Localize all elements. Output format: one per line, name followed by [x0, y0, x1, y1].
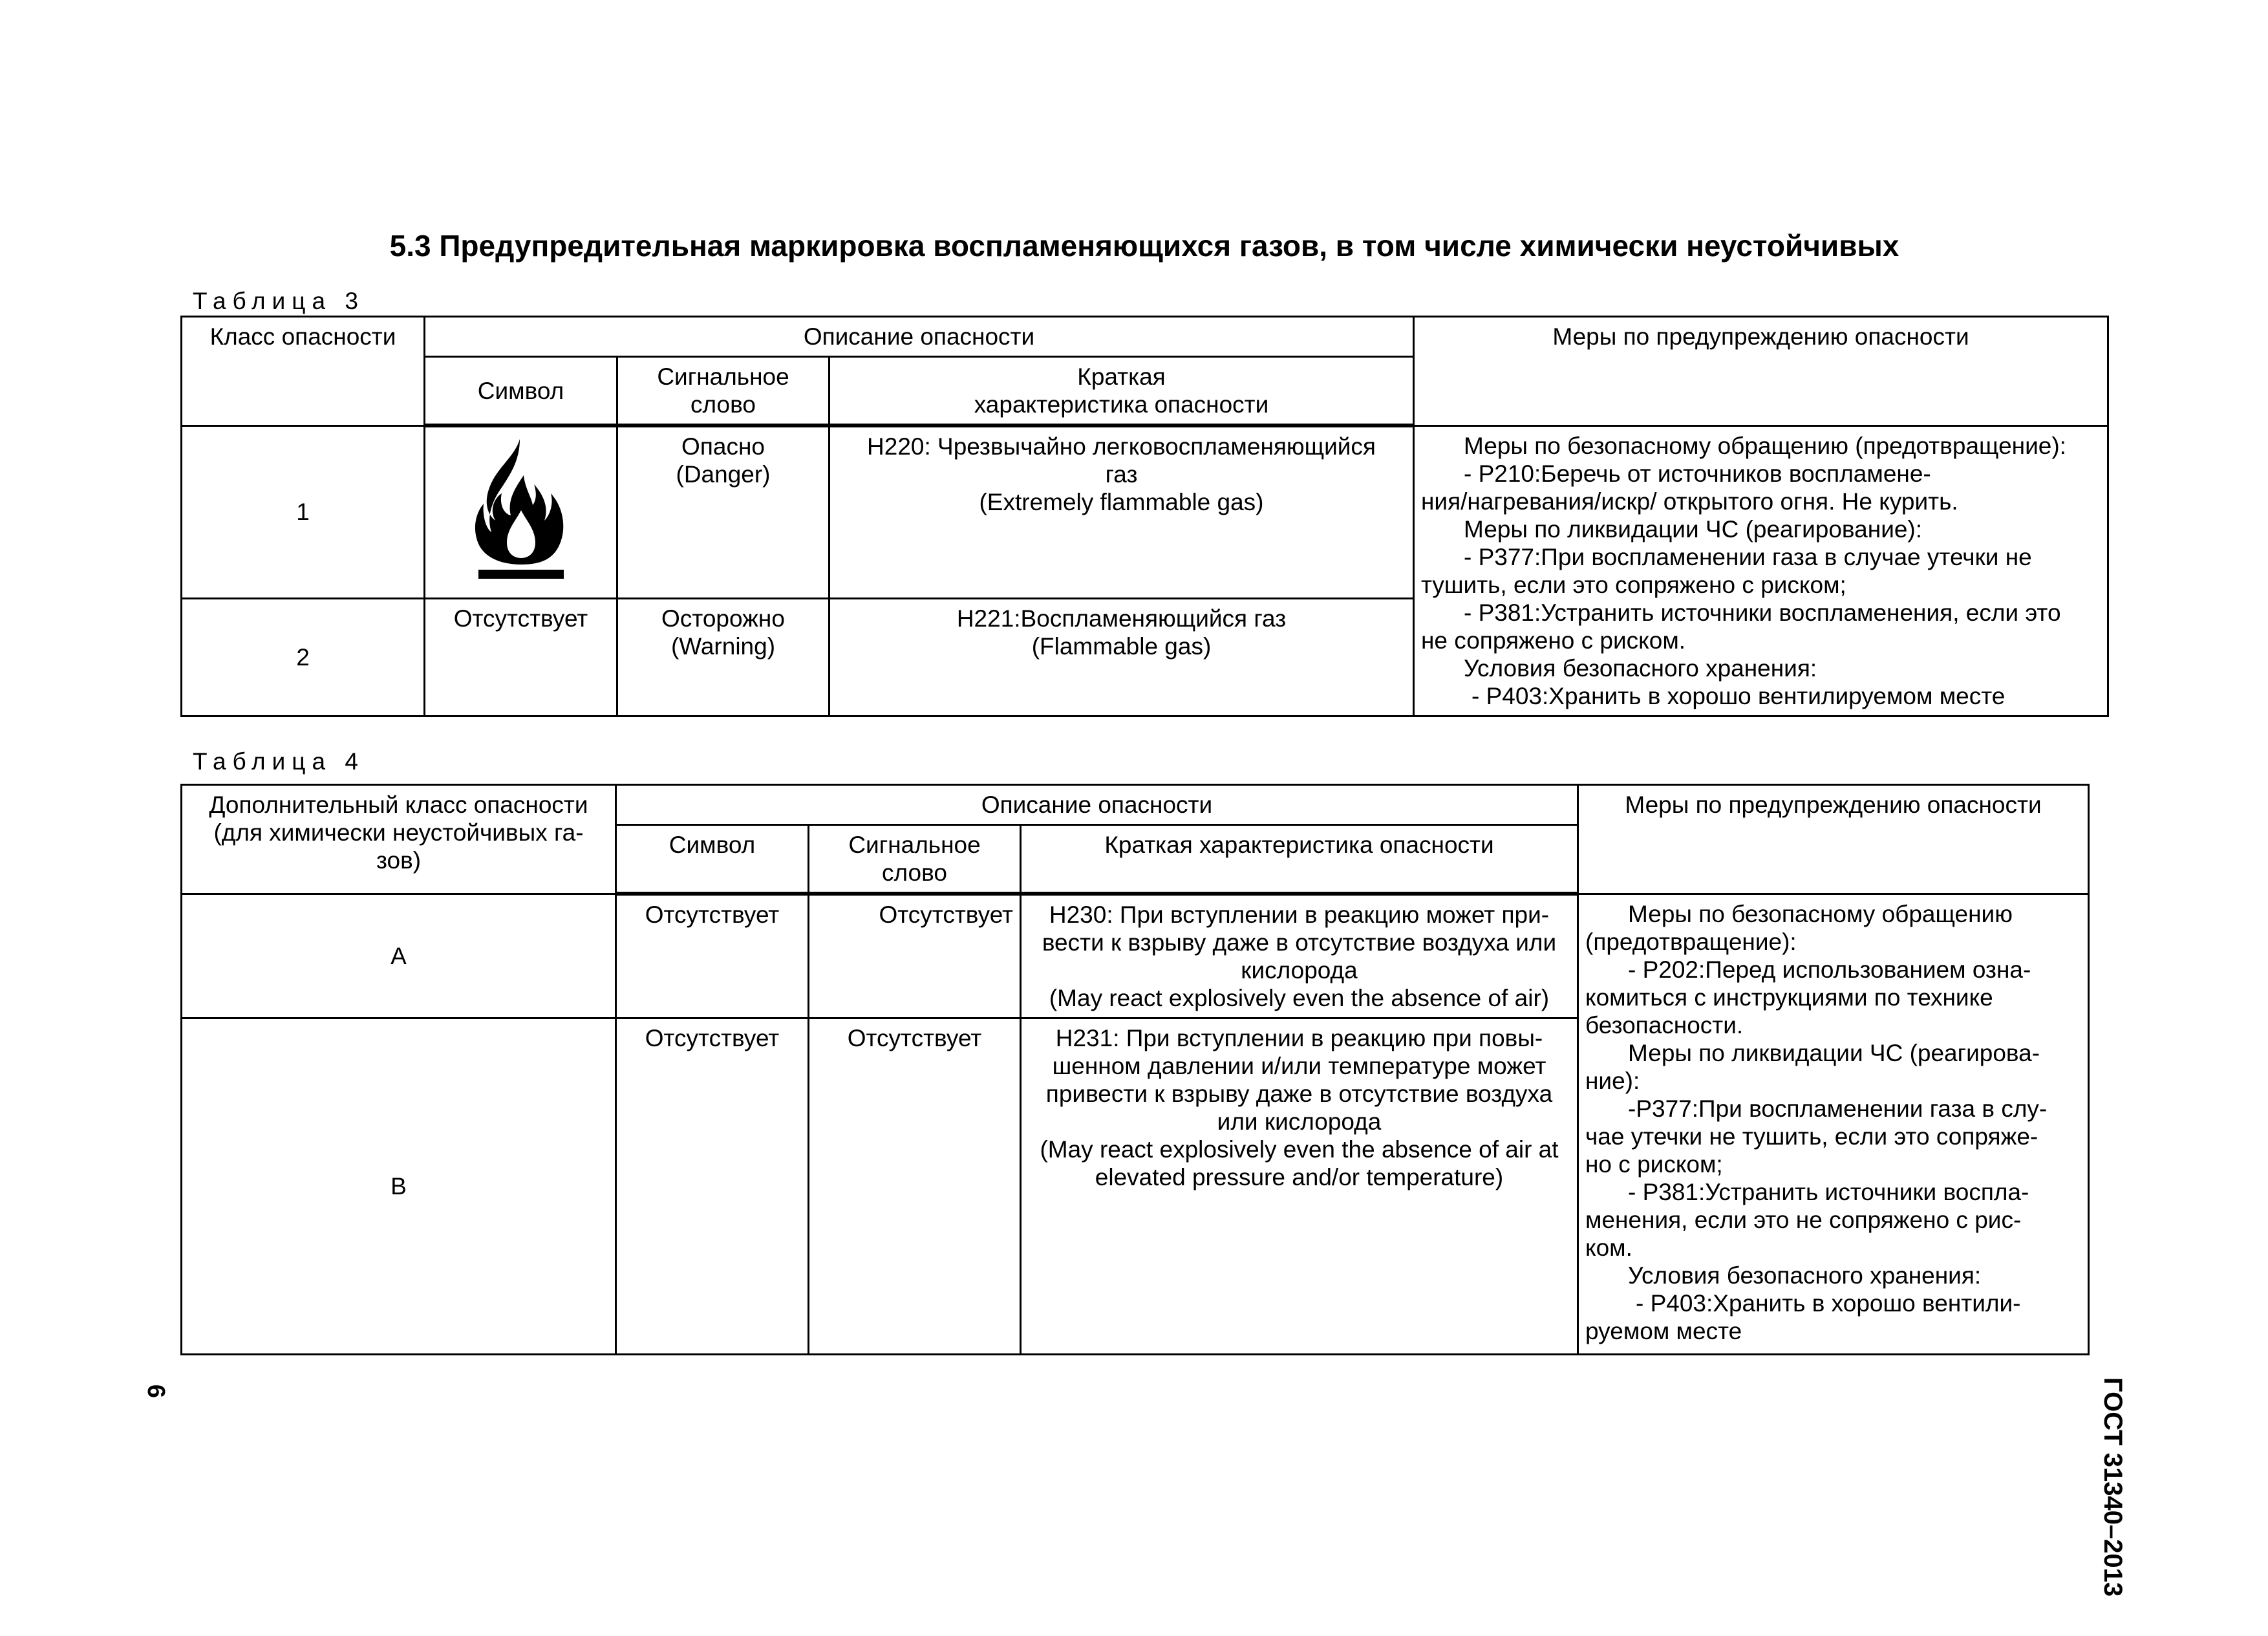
- t4-header-signal-word: Сигнальное слово: [809, 825, 1021, 894]
- t3-header-measures: Меры по предупреждению опасности: [1414, 317, 2108, 426]
- t4-rowA-signal: Отсутствует: [809, 894, 1021, 1018]
- t3-header-signal-word: Сигнальное слово: [617, 357, 829, 426]
- t3-row1-desc: H220: Чрезвычайно легковоспламеняющийся газ (Extremely flammable gas): [829, 425, 1414, 599]
- t3-row1-signal: Опасно (Danger): [617, 425, 829, 599]
- t4-header-measures: Меры по предупреждению опасности: [1578, 785, 2089, 894]
- t4-rowA-symbol: Отсутствует: [616, 894, 809, 1018]
- table4-label: Таблица 4: [193, 748, 365, 775]
- t4-rowB-desc: H231: При вступлении в реакцию при повы- шенном давлении и/или температуре может привести к взрыву даже в отсутствие воздуха или кислорода (May react explosively even the absence of air at elevated pressure and/or temperature): [1021, 1018, 1578, 1355]
- t3-header-symbol: Символ: [425, 357, 617, 426]
- t3-row2-desc: H221:Воспламеняющийся газ (Flammable gas): [829, 599, 1414, 716]
- section-heading: 5.3 Предупредительная маркировка воспламеняющихся газов, в том числе химически неустойчивых: [389, 229, 1899, 263]
- t4-rowA-desc: H230: При вступлении в реакцию может при- вести к взрыву даже в отсутствие воздуха или кислорода (May react explosively even the absence of air): [1021, 894, 1578, 1018]
- table3-label: Таблица 3: [193, 288, 365, 314]
- t3-row1-class: 1: [182, 425, 425, 599]
- t3-header-short-desc: Краткая характеристика опасности: [829, 357, 1414, 426]
- t4-header-description: Описание опасности: [616, 785, 1578, 825]
- table3: [180, 316, 2109, 717]
- t3-row2-signal: Осторожно (Warning): [617, 599, 829, 716]
- flame-pictogram-icon: [469, 438, 573, 583]
- t4-header-class: Дополнительный класс опасности (для химически неустойчивых га- зов): [182, 785, 616, 894]
- t3-header-description: Описание опасности: [425, 317, 1414, 357]
- t4-rowB-signal: Отсутствует: [809, 1018, 1021, 1355]
- t4-header-short-desc: Краткая характеристика опасности: [1021, 825, 1578, 894]
- t3-row2-class: 2: [182, 599, 425, 716]
- page-number: 6: [142, 1384, 170, 1399]
- t4-header-symbol: Символ: [616, 825, 809, 894]
- t4-rowB-symbol: Отсутствует: [616, 1018, 809, 1355]
- t3-header-class: Класс опасности: [182, 317, 425, 426]
- t4-measures: Меры по безопасному обращению (предотвращение): - P202:Перед использованием озна- комиться с инструкциями по технике безопасности. Меры по ликвидации ЧС (реагирова- ние): -P377:При воспламенении газа в слу- чае утечки не тушить, если это сопряже- но с риском; - P381:Устранить источники воспла- менения, если это не сопряжено с рис- ком. Условия безопасного хранения: - P403:Хранить в хорошо вентили- руемом месте: [1578, 894, 2089, 1355]
- table4: [180, 784, 2090, 1355]
- t4-rowB-class: B: [182, 1018, 616, 1355]
- standard-designation: ГОСТ 31340–2013: [2099, 1377, 2127, 1597]
- t3-row1-symbol: [425, 425, 617, 599]
- t3-measures: Меры по безопасному обращению (предотвращение): - P210:Беречь от источников воспламене- ния/нагревания/искр/ открытого огня. Не курить. Меры по ликвидации ЧС (реагирование): - P377:При воспламенении газа в случае утечки не тушить, если это сопряжено с риском; - P381:Устранить источники воспламенения, если это не сопряжено с риском. Условия безопасного хранения: - P403:Хранить в хорошо вентилируемом месте: [1414, 425, 2108, 716]
- t4-rowA-class: A: [182, 894, 616, 1018]
- t3-row2-symbol: Отсутствует: [425, 599, 617, 716]
